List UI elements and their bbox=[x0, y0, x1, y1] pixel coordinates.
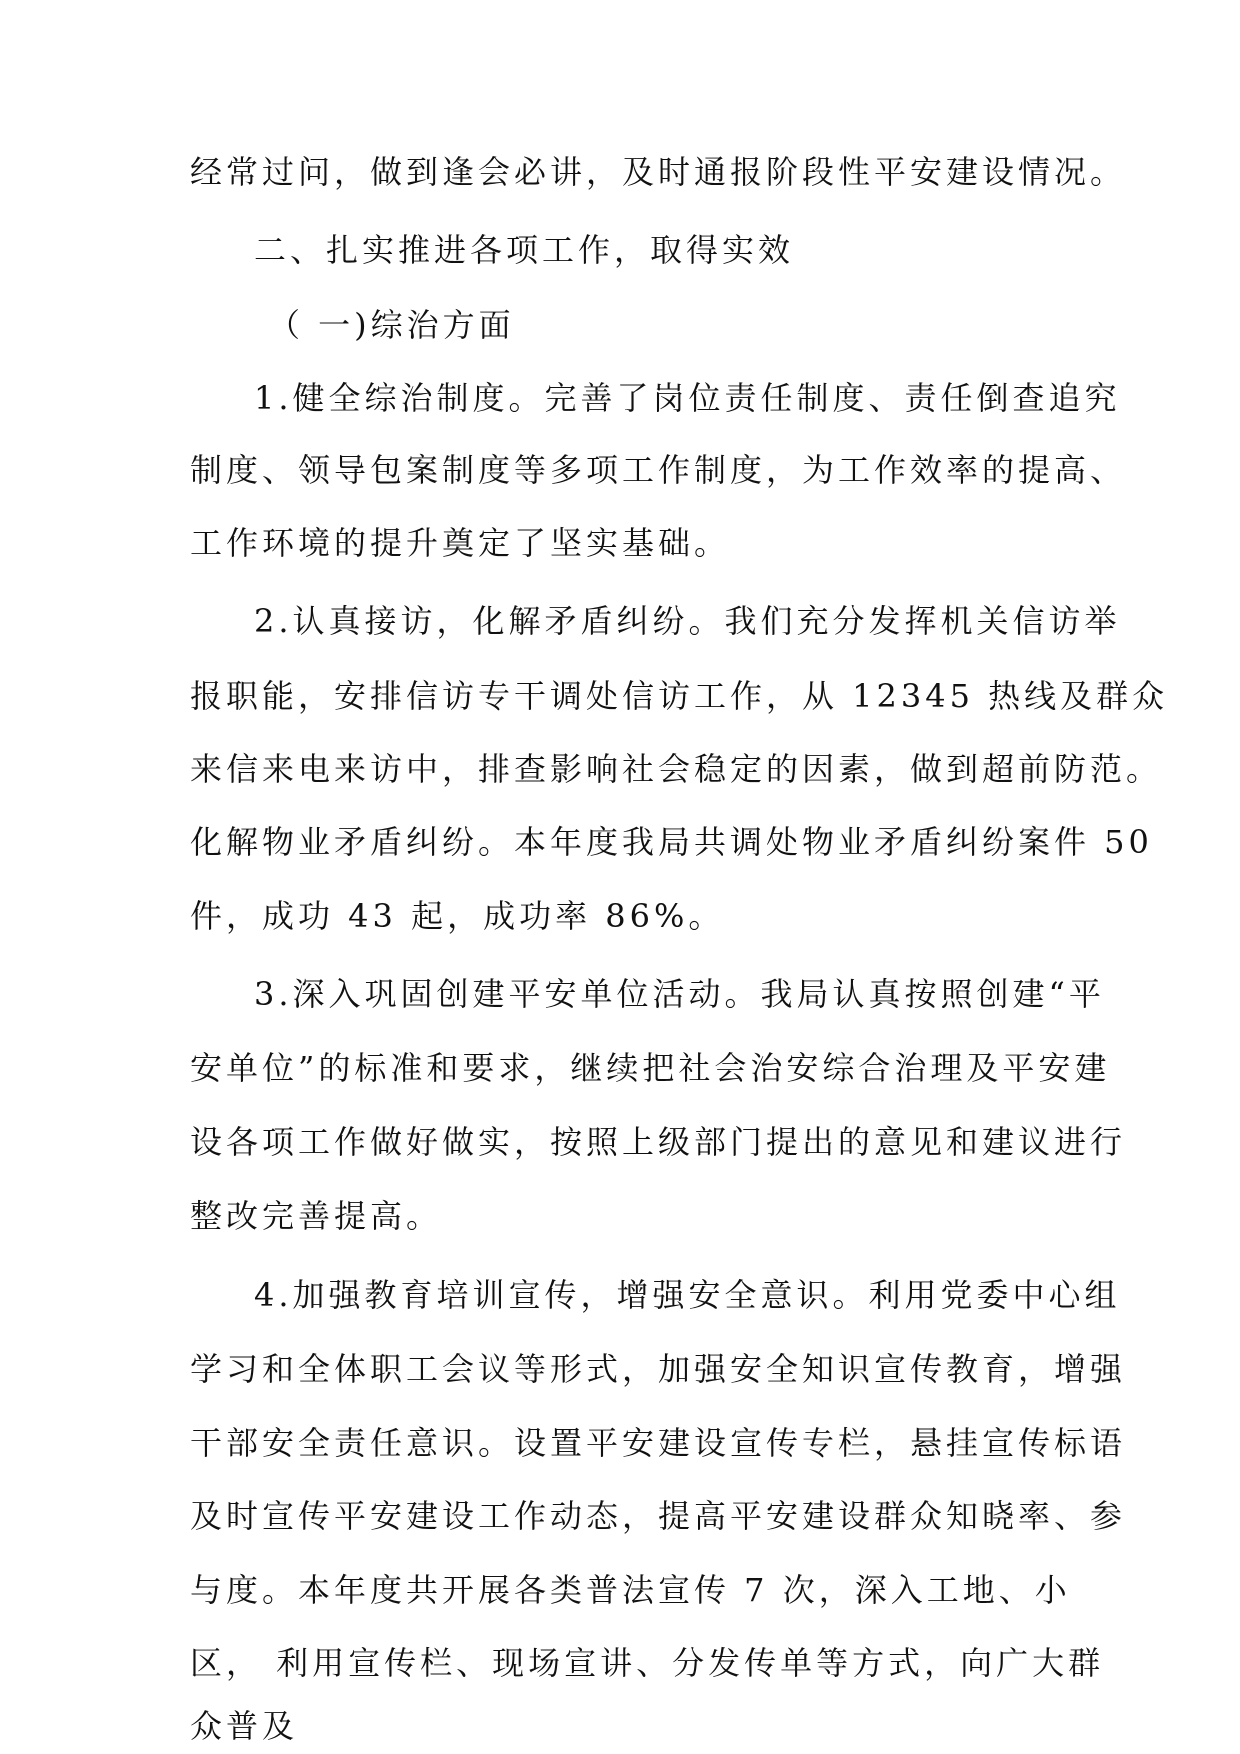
text-line: 1.健全综治制度。完善了岗位责任制度、责任倒查追究 bbox=[254, 379, 1121, 417]
section-heading: 二、扎实推进各项工作，取得实效 bbox=[254, 231, 795, 269]
text-line: 安单位”的标准和要求，继续把社会治安综合治理及平安建 bbox=[190, 1049, 1111, 1087]
text-line: 区， 利用宣传栏、现场宣讲、分发传单等方式，向广大群 bbox=[190, 1644, 1105, 1682]
text-line: 整改完善提高。 bbox=[190, 1197, 443, 1235]
text-line: 及时宣传平安建设工作动态，提高平安建设群众知晓率、参 bbox=[190, 1497, 1127, 1535]
text-line: 经常过问，做到逢会必讲，及时通报阶段性平安建设情况。 bbox=[190, 153, 1127, 191]
text-line: 学习和全体职工会议等形式，加强安全知识宣传教育，增强 bbox=[190, 1350, 1127, 1388]
text-line: 众普及 bbox=[190, 1707, 299, 1745]
text-line: 干部安全责任意识。设置平安建设宣传专栏，悬挂宣传标语 bbox=[190, 1424, 1127, 1462]
text-line: 制度、领导包案制度等多项工作制度，为工作效率的提高、 bbox=[190, 451, 1127, 489]
text-line: 4.加强教育培训宣传，增强安全意识。利用党委中心组 bbox=[254, 1276, 1121, 1314]
text-line: 件，成功 43 起，成功率 86%。 bbox=[190, 897, 725, 935]
subsection-heading: （ 一)综治方面 bbox=[268, 306, 515, 344]
text-line: 设各项工作做好做实，按照上级部门提出的意见和建议进行 bbox=[190, 1123, 1127, 1161]
text-line: 2.认真接访，化解矛盾纠纷。我们充分发挥机关信访举 bbox=[254, 602, 1121, 640]
text-line: 与度。本年度共开展各类普法宣传 7 次，深入工地、小 bbox=[190, 1571, 1071, 1609]
text-line: 3.深入巩固创建平安单位活动。我局认真按照创建“平 bbox=[254, 975, 1105, 1013]
text-line: 工作环境的提升奠定了坚实基础。 bbox=[190, 524, 731, 562]
text-line: 来信来电来访中，排查影响社会稳定的因素，做到超前防范。 bbox=[190, 750, 1163, 788]
text-line: 报职能，安排信访专干调处信访工作，从 12345 热线及群众 bbox=[190, 677, 1169, 715]
text-line: 化解物业矛盾纠纷。本年度我局共调处物业矛盾纠纷案件 50 bbox=[190, 823, 1153, 861]
